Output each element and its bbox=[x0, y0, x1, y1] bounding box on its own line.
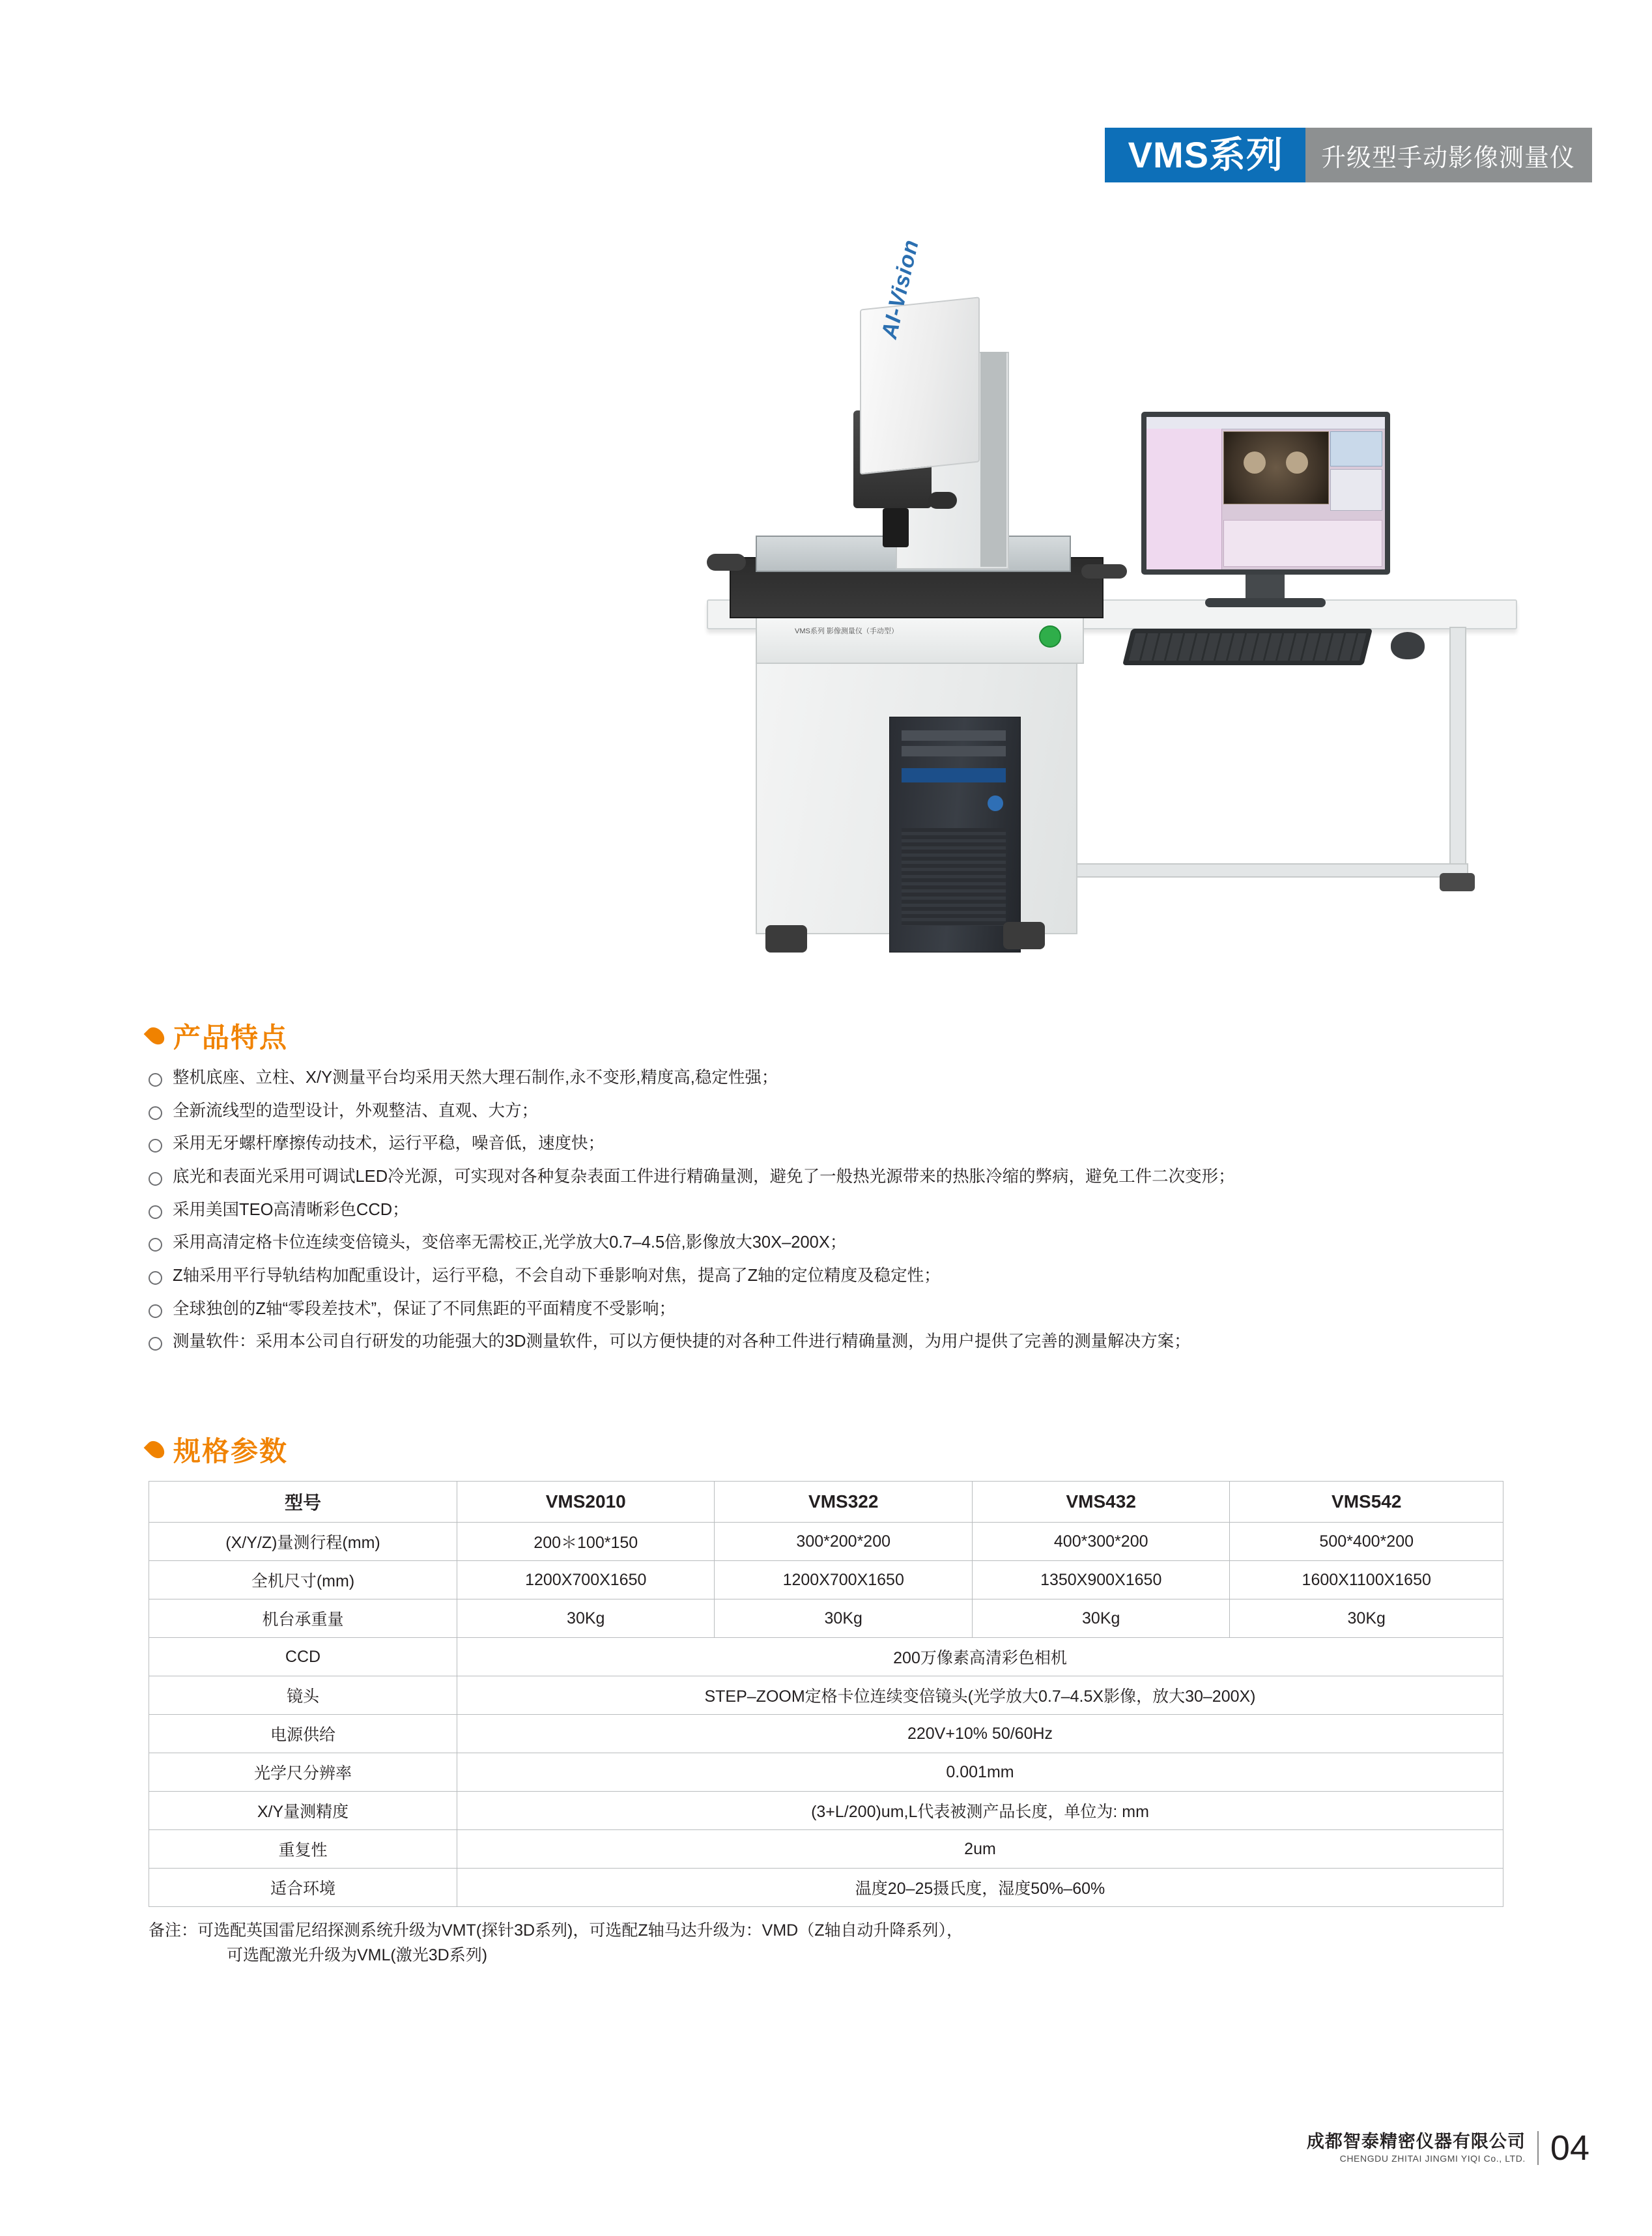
list-item bbox=[149, 1133, 1235, 1155]
bullet-icon bbox=[149, 1304, 162, 1318]
list-item bbox=[149, 1067, 1235, 1089]
footer-divider bbox=[1537, 2131, 1539, 2165]
pc-front-strip bbox=[902, 768, 1006, 782]
features-section bbox=[149, 1016, 1235, 1364]
keyboard-keys bbox=[1129, 633, 1366, 661]
camera-logo: AI-Vision bbox=[877, 236, 924, 341]
cabinet-foot-left bbox=[765, 925, 807, 953]
list-item bbox=[149, 1232, 1235, 1254]
stage-knob-left bbox=[707, 554, 746, 571]
feature-text: 整机底座、立柱、X/Y测量平台均采用天然大理石制作,永不变形,精度高,稳定性强； bbox=[173, 1068, 778, 1087]
table-row bbox=[149, 1599, 1503, 1638]
specs-heading bbox=[149, 1430, 1503, 1469]
list-item bbox=[149, 1199, 1235, 1222]
specs-table bbox=[149, 1481, 1503, 1907]
feature-text: 采用高清定格卡位连续变倍镜头，变倍率无需校正,光学放大0.7–4.5倍,影像放大30X–200X； bbox=[173, 1233, 847, 1252]
cell: 500*400*200 bbox=[1230, 1523, 1503, 1561]
specs-note-line1: 备注：可选配英国雷尼绍探测系统升级为VMT(探针3D系列)，可选配Z轴马达升级为：VMD（Z轴自动升降系列）， bbox=[149, 1921, 963, 1940]
col-header-vms542: VMS542 bbox=[1230, 1482, 1503, 1523]
bullet-icon bbox=[149, 1073, 162, 1087]
monitor-stand bbox=[1246, 575, 1285, 601]
list-item bbox=[149, 1100, 1235, 1123]
desk-foot-right bbox=[1440, 873, 1475, 891]
feature-text: 测量软件：采用本公司自行研发的功能强大的3D测量软件，可以方便快捷的对各种工件进行精确量测，为用户提供了完善的测量解决方案； bbox=[173, 1332, 1191, 1351]
list-item bbox=[149, 1265, 1235, 1287]
zoom-knob bbox=[928, 492, 957, 509]
specs-note bbox=[149, 1919, 1503, 1968]
desk-leg-right bbox=[1449, 627, 1466, 890]
cell-merged: 温度20–25摄氏度，湿度50%–60% bbox=[457, 1869, 1503, 1907]
software-panel-top bbox=[1330, 431, 1382, 466]
pc-drive-bay-2 bbox=[902, 746, 1006, 756]
table-row bbox=[149, 1638, 1503, 1676]
bullet-icon bbox=[149, 1106, 162, 1120]
cell: 200＊100*150 bbox=[457, 1523, 715, 1561]
cell: 300*200*200 bbox=[715, 1523, 972, 1561]
cell: 1200X700X1650 bbox=[457, 1561, 715, 1599]
feature-text: 采用美国TEO高清晰彩色CCD； bbox=[173, 1200, 409, 1219]
cell: 30Kg bbox=[1230, 1599, 1503, 1638]
row-label: 重复性 bbox=[149, 1830, 457, 1869]
cell-merged: 0.001mm bbox=[457, 1753, 1503, 1792]
cell: 30Kg bbox=[457, 1599, 715, 1638]
row-label: 镜头 bbox=[149, 1676, 457, 1715]
keyboard bbox=[1122, 629, 1373, 665]
machine-base-label: VMS系列 影像测量仪（手动型） bbox=[795, 627, 898, 635]
cabinet-foot-right bbox=[1003, 922, 1045, 949]
features-title: 产品特点 bbox=[173, 1022, 289, 1053]
row-label: 适合环境 bbox=[149, 1869, 457, 1907]
software-toolbar bbox=[1146, 417, 1385, 429]
bullet-icon bbox=[149, 1238, 162, 1252]
pc-vent bbox=[902, 828, 1006, 926]
power-indicator-icon bbox=[1039, 625, 1061, 648]
row-label: 电源供给 bbox=[149, 1715, 457, 1753]
footer-company-en: CHENGDU ZHITAI JINGMI YIQI Co., LTD. bbox=[1339, 2153, 1526, 2164]
product-photo bbox=[339, 202, 1355, 971]
series-subtitle: 升级型手动影像测量仪 bbox=[1305, 128, 1592, 182]
row-label: X/Y量测精度 bbox=[149, 1792, 457, 1830]
col-header-vms322: VMS322 bbox=[715, 1482, 972, 1523]
cell: 400*300*200 bbox=[972, 1523, 1229, 1561]
cell-merged: STEP–ZOOM定格卡位连续变倍镜头(光学放大0.7–4.5X影像，放大30–200X) bbox=[457, 1676, 1503, 1715]
specs-note-line2: 可选配激光升级为VML(激光3D系列) bbox=[227, 1945, 488, 1964]
cell: 1600X1100X1650 bbox=[1230, 1561, 1503, 1599]
pc-tower bbox=[889, 717, 1021, 953]
table-row bbox=[149, 1561, 1503, 1599]
feature-text: 底光和表面光采用可调试LED冷光源，可实现对各种复杂表面工件进行精确量测，避免了一般热光源带来的热胀冷缩的弊病，避免工件二次变形； bbox=[173, 1167, 1235, 1186]
bullet-icon bbox=[149, 1337, 162, 1351]
desk-crossbar bbox=[1049, 863, 1468, 878]
list-item bbox=[149, 1331, 1235, 1353]
flame-icon bbox=[144, 1024, 168, 1048]
features-list bbox=[149, 1067, 1235, 1353]
table-row bbox=[149, 1676, 1503, 1715]
software-sidebar bbox=[1146, 429, 1222, 569]
row-label: CCD bbox=[149, 1638, 457, 1676]
stage-knob-right bbox=[1081, 564, 1127, 579]
table-row bbox=[149, 1753, 1503, 1792]
machine-column-side bbox=[980, 352, 1006, 567]
specs-title: 规格参数 bbox=[173, 1436, 289, 1467]
table-row bbox=[149, 1869, 1503, 1907]
cell: 30Kg bbox=[972, 1599, 1229, 1638]
row-label: 机台承重量 bbox=[149, 1599, 457, 1638]
feature-text: 全新流线型的造型设计，外观整洁、直观、大方； bbox=[173, 1101, 539, 1120]
software-results-panel bbox=[1223, 520, 1382, 567]
bullet-icon bbox=[149, 1271, 162, 1285]
cell: 30Kg bbox=[715, 1599, 972, 1638]
monitor bbox=[1141, 412, 1390, 575]
table-header-row bbox=[149, 1482, 1503, 1523]
col-header-vms2010: VMS2010 bbox=[457, 1482, 715, 1523]
monitor-base bbox=[1205, 598, 1326, 607]
specs-section bbox=[149, 1430, 1503, 1968]
bullet-icon bbox=[149, 1205, 162, 1219]
mouse bbox=[1391, 632, 1425, 659]
feature-text: Z轴采用平行导轨结构加配重设计，运行平稳，不会自动下垂影响对焦，提高了Z轴的定位精度及稳定性； bbox=[173, 1266, 941, 1285]
col-header-model: 型号 bbox=[149, 1482, 457, 1523]
list-item bbox=[149, 1298, 1235, 1321]
cell-merged: (3+L/200)um,L代表被测产品长度，单位为: mm bbox=[457, 1792, 1503, 1830]
cell: 1350X900X1650 bbox=[972, 1561, 1229, 1599]
row-label: 全机尺寸(mm) bbox=[149, 1561, 457, 1599]
power-button-icon bbox=[988, 796, 1003, 811]
feature-text: 全球独创的Z轴“零段差技术”，保证了不同焦距的平面精度不受影响； bbox=[173, 1299, 676, 1318]
flame-icon bbox=[144, 1438, 168, 1462]
table-row bbox=[149, 1715, 1503, 1753]
header-banner bbox=[1105, 128, 1592, 182]
footer bbox=[1307, 2128, 1589, 2168]
footer-company bbox=[1307, 2131, 1526, 2164]
feature-text: 采用无牙螺杆摩擦传动技术，运行平稳，噪音低，速度快； bbox=[173, 1134, 605, 1153]
bullet-icon bbox=[149, 1139, 162, 1153]
page-number: 04 bbox=[1550, 2128, 1589, 2168]
monitor-screen bbox=[1146, 417, 1385, 569]
cell-merged: 2um bbox=[457, 1830, 1503, 1869]
table-row bbox=[149, 1792, 1503, 1830]
cell: 1200X700X1650 bbox=[715, 1561, 972, 1599]
row-label: (X/Y/Z)量测行程(mm) bbox=[149, 1523, 457, 1561]
col-header-vms432: VMS432 bbox=[972, 1482, 1229, 1523]
features-heading bbox=[149, 1016, 1235, 1055]
cell-merged: 200万像素高清彩色相机 bbox=[457, 1638, 1503, 1676]
measurement-image bbox=[1223, 431, 1329, 504]
bullet-icon bbox=[149, 1172, 162, 1186]
table-row bbox=[149, 1830, 1503, 1869]
table-row bbox=[149, 1523, 1503, 1561]
list-item bbox=[149, 1166, 1235, 1188]
pc-drive-bay bbox=[902, 730, 1006, 741]
lens bbox=[883, 508, 909, 547]
software-panel-mid bbox=[1330, 469, 1382, 511]
series-title: VMS系列 bbox=[1105, 128, 1305, 182]
cell-merged: 220V+10% 50/60Hz bbox=[457, 1715, 1503, 1753]
row-label: 光学尺分辨率 bbox=[149, 1753, 457, 1792]
footer-company-cn: 成都智泰精密仪器有限公司 bbox=[1306, 2132, 1526, 2152]
camera-housing bbox=[860, 296, 980, 474]
